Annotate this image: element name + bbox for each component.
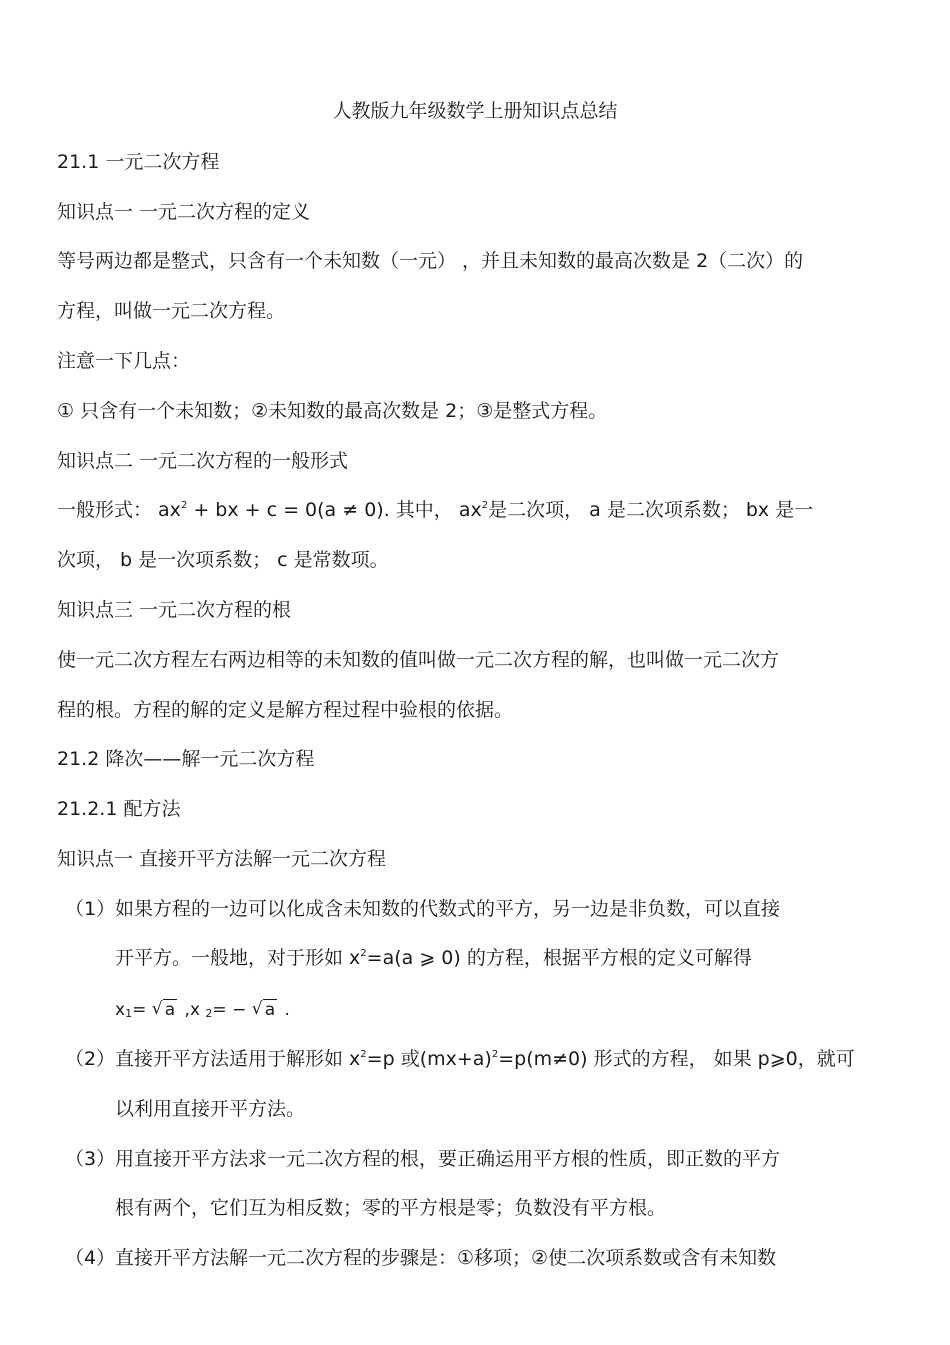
roots-paragraph-line-1: 使一元二次方程左右两边相等的未知数的值叫做一元二次方程的解，也叫做一元二次方 (57, 649, 780, 671)
item-1-solution-formula (115, 998, 290, 1024)
item-1-text-b: =a(a ⩾ 0) 的方程，根据平方根的定义可解得 (366, 947, 752, 969)
knowledge-point-1-heading: 知识点一 一元二次方程的定义 (57, 201, 311, 223)
section-heading-21-1: 21.1 一元二次方程 (57, 151, 220, 173)
item-1-line-1: 如果方程的一边可以化成含未知数的代数式的平方，另一边是非负数，可以直接 (115, 898, 781, 920)
item-3-line-1: 用直接开平方法求一元二次方程的根，要正确运用平方根的性质，即正数的平方 (115, 1148, 781, 1170)
radicand: a (264, 1000, 276, 1020)
square-root-a (152, 998, 177, 1022)
note-list-line: ① 只含有一个未知数；②未知数的最高次数是 2；③是整式方程。 (57, 400, 608, 422)
equals-negative: = − (212, 1000, 252, 1020)
direct-square-root-heading: 知识点一 直接开平方法解一元二次方程 (57, 848, 387, 870)
section-heading-21-2: 21.2 降次——解一元二次方程 (57, 748, 315, 770)
item-1-line-2 (115, 946, 752, 970)
variable-x: x (115, 1000, 126, 1020)
superscript-2: 2 (491, 1049, 499, 1060)
section-heading-21-2-1: 21.2.1 配方法 (57, 798, 181, 820)
superscript-2: 2 (360, 1049, 367, 1060)
general-form-line-2: 次项， b 是一次项系数； c 是常数项。 (57, 549, 389, 571)
superscript-2: 2 (481, 500, 489, 511)
separator: ,x (179, 1000, 206, 1020)
item-2-line-1 (115, 1047, 855, 1071)
page-title: 人教版九年级数学上册知识点总结 (332, 100, 618, 122)
item-number-1: （1） (65, 898, 116, 920)
general-form-text-a: 一般形式： ax (57, 499, 181, 521)
item-2-line-2: 以利用直接开平方法。 (115, 1098, 306, 1120)
subscript-1: 1 (125, 1007, 133, 1020)
item-number-3: （3） (65, 1148, 116, 1170)
note-heading: 注意一下几点： (57, 350, 191, 372)
radicand: a (164, 1000, 176, 1020)
square-root-a (252, 998, 277, 1022)
superscript-2: 2 (180, 500, 188, 511)
general-form-text-b: + bx + c = 0(a ≠ 0). 其中， ax (187, 499, 482, 521)
item-2-text-c: =p(m≠0) 形式的方程， 如果 p⩾0，就可 (498, 1048, 855, 1070)
item-2-text-a: 直接开平方法适用于解形如 x (115, 1048, 361, 1070)
knowledge-point-3-heading: 知识点三 一元二次方程的根 (57, 599, 292, 621)
item-number-4: （4） (65, 1247, 116, 1269)
roots-paragraph-line-2: 程的根。方程的解的定义是解方程过程中验根的依据。 (57, 699, 514, 721)
item-4-line-1: 直接开平方法解一元二次方程的步骤是：①移项；②使二次项系数或含有未知数 (115, 1247, 777, 1269)
equals-sign: = (132, 1000, 152, 1020)
period: . (279, 1000, 290, 1020)
paragraph-definition-line-2: 方程，叫做一元二次方程。 (57, 300, 286, 322)
item-number-2: （2） (65, 1048, 116, 1070)
paragraph-definition-line-1: 等号两边都是整式，只含有一个未知数（一元） ，并且未知数的最高次数是 2（二次）的 (57, 250, 804, 272)
superscript-2: 2 (360, 948, 367, 959)
item-2-text-b: =p 或(mx+a) (366, 1048, 492, 1070)
item-1-text-a: 开平方。一般地，对于形如 x (115, 947, 361, 969)
knowledge-point-2-heading: 知识点二 一元二次方程的一般形式 (57, 450, 349, 472)
subscript-2: 2 (205, 1007, 213, 1020)
general-form-line-1 (57, 498, 813, 522)
general-form-text-c: 是二次项， a 是二次项系数； bx 是一 (488, 499, 814, 521)
item-3-line-2: 根有两个，它们互为相反数；零的平方根是零；负数没有平方根。 (115, 1197, 667, 1219)
